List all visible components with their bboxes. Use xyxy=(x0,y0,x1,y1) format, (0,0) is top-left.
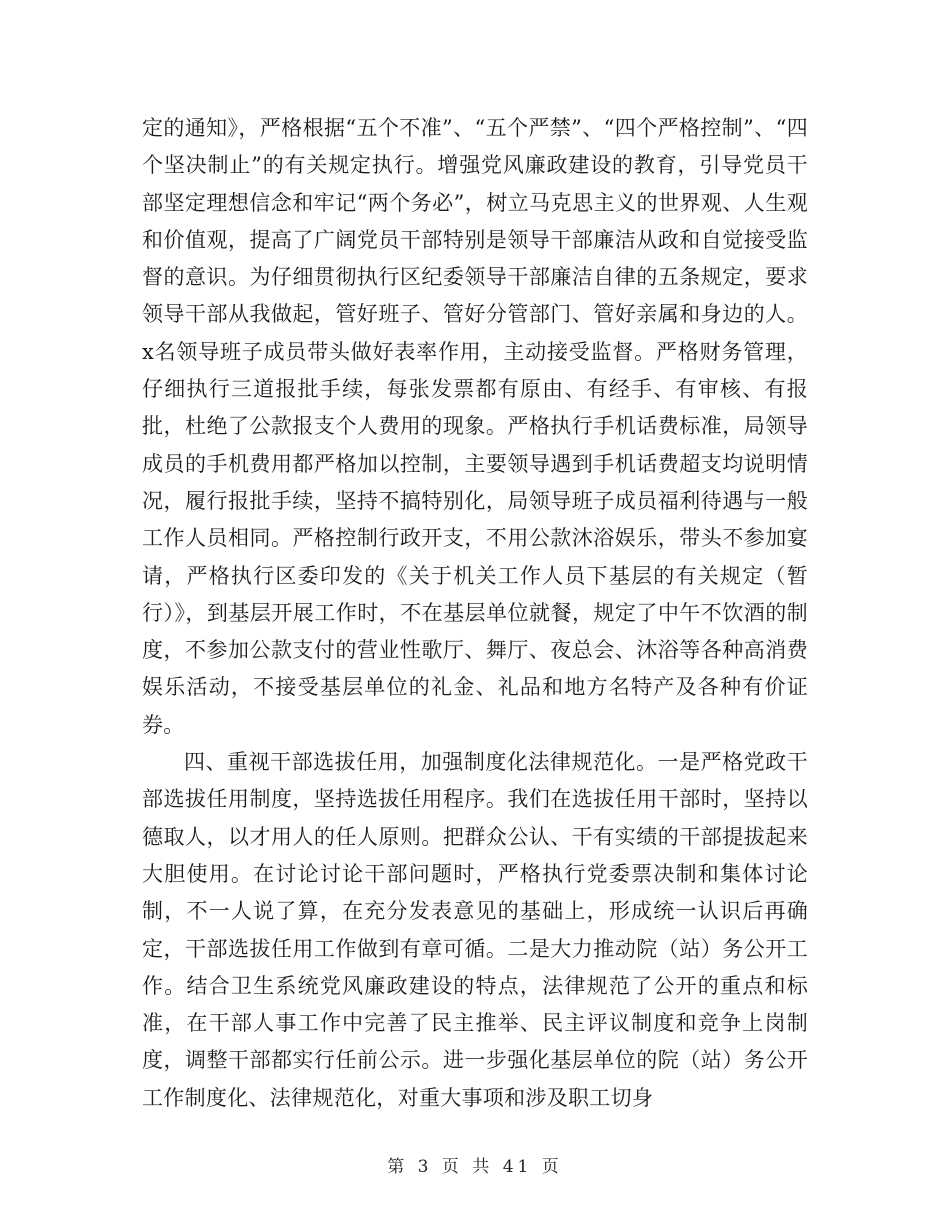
document-body xyxy=(142,110,808,1117)
paragraph-2: 四、重视干部选拔任用，加强制度化法律规范化。一是严格党政干部选拔任用制度，坚持选拔任用程序。我们在选拔任用干部时，坚持以德取人，以才用人的任人原则。把群众公认、干有实绩的干部提拔起来大胆使用。在讨论讨论干部问题时，严格执行党委票决制和集体讨论制，不一人说了算，在充分发表意见的基础上，形成统一认识后再确定，干部选拔任用工作做到有章可循。二是大力推动院（站）务公开工作。结合卫生系统党风廉政建设的特点，法律规范了公开的重点和标准，在干部人事工作中完善了民主推举、民主评议制度和竞争上岗制度，调整干部都实行任前公示。进一步强化基层单位的院（站）务公开工作制度化、法律规范化，对重大事项和涉及职工切身 xyxy=(142,750,808,1110)
paragraph-1: 定的通知》，严格根据“五个不准”、“五个严禁”、“四个严格控制”、“四个坚决制止”的有关规定执行。增强党风廉政建设的教育，引导党员干部坚定理想信念和牢记“两个务必”，树立马克思主义的世界观、人生观和价值观，提高了广阔党员干部特别是领导干部廉洁从政和自觉接受监督的意识。为仔细贯彻执行区纪委领导干部廉洁自律的五条规定，要求领导干部从我做起，管好班子、管好分管部门、管好亲属和身边的人。x名领导班子成员带头做好表率作用，主动接受监督。严格财务管理，仔细执行三道报批手续，每张发票都有原由、有经手、有审核、有报批，杜绝了公款报支个人费用的现象。严格执行手机话费标准，局领导成员的手机费用都严格加以控制，主要领导遇到手机话费超支均说明情况，履行报批手续，坚持不搞特别化，局领导班子成员福利待遇与一般工作人员相同。严格控制行政开支，不用公款沐浴娱乐，带头不参加宴请，严格执行区委印发的《关于机关工作人员下基层的有关规定（暂行）》，到基层开展工作时，不在基层单位就餐，规定了中午不饮酒的制度，不参加公款支付的营业性歌厅、舞厅、夜总会、沐浴等各种高消费娱乐活动，不接受基层单位的礼金、礼品和地方名特产及各种有价证券。 xyxy=(142,116,808,737)
page-footer: 第 3 页 共 41 页 xyxy=(387,1157,563,1177)
